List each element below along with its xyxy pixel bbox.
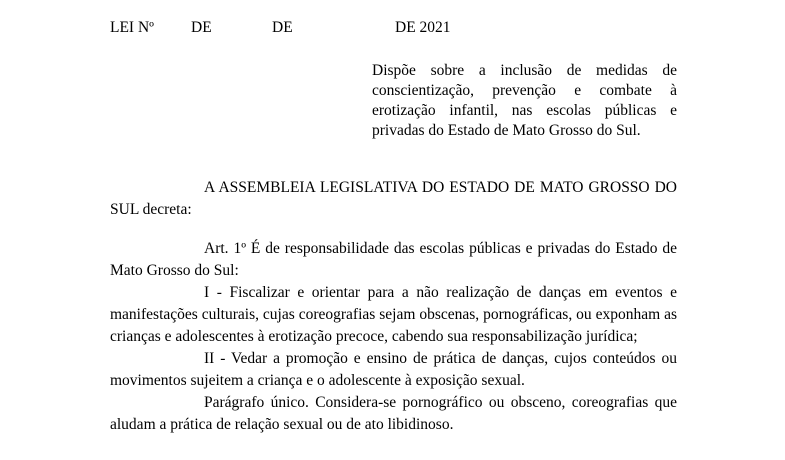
law-body (110, 238, 677, 436)
law-month-label: DE (272, 19, 293, 36)
law-number-label: LEI Nº (110, 19, 154, 36)
law-day-label: DE (191, 19, 212, 36)
article-1: Art. 1º É de responsabilidade das escolas públicas e privadas do Estado de Mato Grosso do Sul: (110, 240, 677, 279)
enacting-clause: A ASSEMBLEIA LEGISLATIVA DO ESTADO DE MATO GROSSO DO SUL decreta: (110, 179, 677, 218)
item-ii: II - Vedar a promoção e ensino de prática de danças, cujos conteúdos ou movimentos sujeitem a criança e o adolescente à exposição sexual. (110, 350, 677, 389)
law-summary: Dispõe sobre a inclusão de medidas de conscientização, prevenção e combate à erotização infantil, nas escolas públicas e privadas do Estado de Mato Grosso do Sul. (372, 62, 677, 139)
law-year-label: DE 2021 (395, 19, 451, 36)
item-i: I - Fiscalizar e orientar para a não realização de danças em eventos e manifestações culturais, cujas coreografias sejam obscenas, pornográficas, ou exponham as crianças e adolescentes à erotização precoce, cabendo sua responsabilização jurídica; (110, 284, 677, 345)
sole-paragraph: Parágrafo único. Considera-se pornográfico ou obsceno, coreografias que aludam a prática de relação sexual ou de ato libidinoso. (110, 394, 677, 433)
